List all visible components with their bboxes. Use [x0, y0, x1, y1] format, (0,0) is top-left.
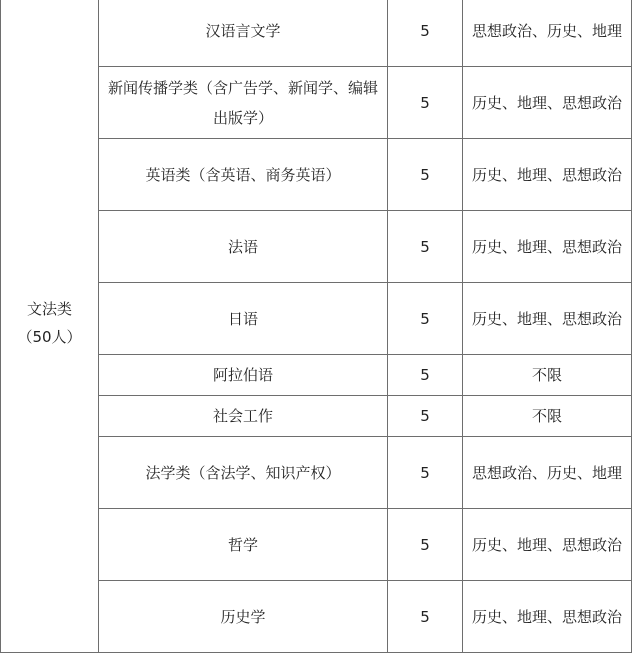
subject-requirement-cell: 思想政治、历史、地理	[463, 0, 632, 67]
subject-requirement-cell: 历史、地理、思想政治	[463, 581, 632, 653]
quota-cell: 5	[388, 67, 463, 139]
major-cell: 历史学	[99, 581, 388, 653]
major-cell: 法学类（含法学、知识产权）	[99, 437, 388, 509]
quota-cell: 5	[388, 509, 463, 581]
major-cell: 法语	[99, 211, 388, 283]
quota-cell: 5	[388, 139, 463, 211]
subject-requirement-cell: 思想政治、历史、地理	[463, 437, 632, 509]
quota-cell: 5	[388, 396, 463, 437]
category-cell	[1, 0, 99, 653]
subject-requirement-cell: 不限	[463, 355, 632, 396]
major-cell: 阿拉伯语	[99, 355, 388, 396]
major-cell: 社会工作	[99, 396, 388, 437]
subject-requirement-cell: 历史、地理、思想政治	[463, 283, 632, 355]
quota-cell: 5	[388, 581, 463, 653]
major-cell: 汉语言文学	[99, 0, 388, 67]
subject-requirement-cell: 历史、地理、思想政治	[463, 211, 632, 283]
major-cell: 英语类（含英语、商务英语）	[99, 139, 388, 211]
quota-cell: 5	[388, 0, 463, 67]
quota-cell: 5	[388, 355, 463, 396]
subject-requirement-cell: 不限	[463, 396, 632, 437]
quota-cell: 5	[388, 283, 463, 355]
subject-requirement-cell: 历史、地理、思想政治	[463, 509, 632, 581]
major-cell: 日语	[99, 283, 388, 355]
category-count: （50人）	[17, 328, 82, 346]
category-name: 文法类	[26, 300, 72, 318]
major-cell: 哲学	[99, 509, 388, 581]
major-cell: 新闻传播学类（含广告学、新闻学、编辑出版学）	[99, 67, 388, 139]
quota-cell: 5	[388, 211, 463, 283]
subject-requirement-cell: 历史、地理、思想政治	[463, 67, 632, 139]
subject-requirement-cell: 历史、地理、思想政治	[463, 139, 632, 211]
quota-cell: 5	[388, 437, 463, 509]
table-row	[1, 0, 632, 67]
